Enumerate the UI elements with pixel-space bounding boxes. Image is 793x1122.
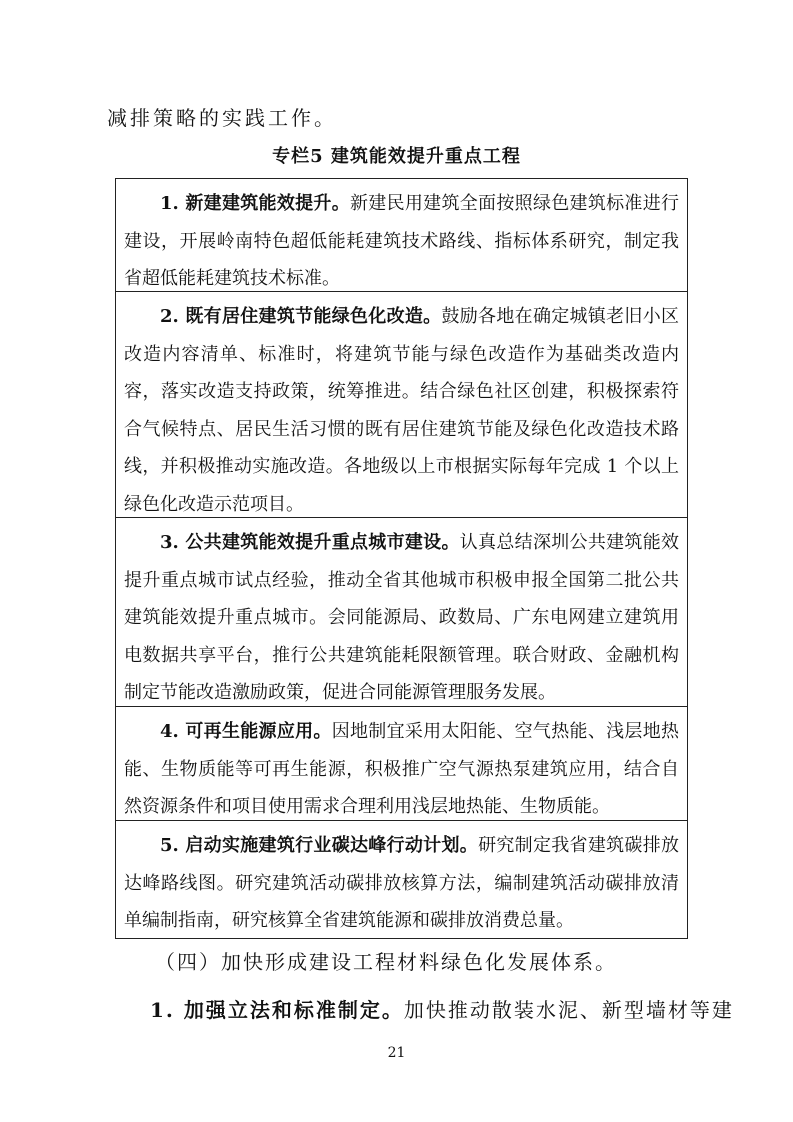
box-item-text: 认真总结深圳公共建筑能效提升重点城市试点经验，推动全省其他城市积极申报全国第二批公共建筑能效提升重点城市。会同能源局、政数局、广东电网建立建筑用电数据共享平台，推行公共建筑能耗限额管理。联合财政、金融机构制定节能改造激励政策，促进合同能源管理服务发展。 [124, 532, 679, 704]
box-item-text: 鼓励各地在确定城镇老旧小区改造内容清单、标准时，将建筑节能与绿色改造作为基础类改造内容，落实改造支持政策，统筹推进。结合绿色社区创建，积极探索符合气候特点、居民生活习惯的既有居住建筑节能及绿色化改造技术路线，并积极推动实施改造。各地级以上市根据实际每年完成 1 个以上绿色化改造示范项目。 [124, 306, 679, 515]
section-heading: （四）加快形成建设工程材料绿色化发展体系。 [155, 950, 617, 974]
box-item-heading: 3. 公共建筑能效提升重点城市建设。 [160, 532, 460, 553]
box-item-heading: 5. 启动实施建筑行业碳达峰行动计划。 [160, 835, 479, 856]
box-item-heading: 1. 新建建筑能效提升。 [160, 193, 350, 214]
box-item-text: 新建民用建筑全面按照绿色建筑标准进行建设，开展岭南特色超低能耗建筑技术路线、指标体系研究，制定我省超低能耗建筑技术标准。 [124, 193, 679, 290]
box-item-text: 因地制宜采用太阳能、空气热能、浅层地热能、生物质能等可再生能源，积极推广空气源热泵建筑应用，结合自然资源条件和项目使用需求合理利用浅层地热能、生物质能。 [124, 721, 679, 818]
box-item [116, 179, 687, 292]
box-item [116, 292, 687, 518]
paragraph-text: 加快推动散装水泥、新型墙材等建 [403, 998, 734, 1022]
box-item-heading: 4. 可再生能源应用。 [160, 721, 332, 742]
box-item-heading: 2. 既有居住建筑节能绿色化改造。 [160, 306, 442, 327]
box-title: 专栏5 建筑能效提升重点工程 [272, 146, 521, 167]
project-box [115, 178, 688, 939]
intro-text: 减排策略的实践工作。 [107, 106, 337, 130]
box-item [116, 707, 687, 821]
box-item [116, 821, 687, 938]
box-item-text: 研究制定我省建筑碳排放达峰路线图。研究建筑活动碳排放核算方法，编制建筑活动碳排放清单编制指南，研究核算全省建筑能源和碳排放消费总量。 [124, 835, 680, 932]
paragraph-heading: 1. 加强立法和标准制定。 [150, 998, 404, 1022]
paragraph [150, 993, 734, 1027]
page-number: 21 [387, 1045, 406, 1061]
box-item [116, 518, 687, 707]
